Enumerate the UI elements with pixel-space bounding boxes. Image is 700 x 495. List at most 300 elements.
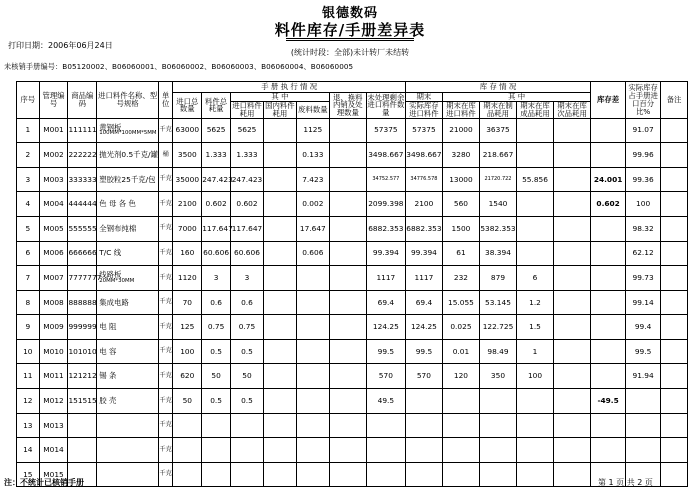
cell-dom-consumed — [263, 389, 296, 414]
cell-stock-diff — [591, 438, 626, 463]
cell-actual-stock — [405, 413, 442, 438]
cell-end-defect — [554, 192, 591, 217]
cell-imp-consumed: 3 — [231, 266, 264, 291]
cell-actual-stock — [405, 462, 442, 487]
material-name-text: 电 容 — [99, 346, 117, 356]
footer-note: 注：不统计已核销手册 — [4, 478, 84, 487]
cell-remark — [661, 192, 688, 217]
cell-seq: 7 — [17, 266, 40, 291]
cell-consumption: 0.75 — [202, 315, 231, 340]
table-row — [17, 290, 688, 315]
cell-unprocessed — [366, 462, 405, 487]
cell-seq: 15 — [17, 462, 40, 487]
cell-dom-consumed — [263, 438, 296, 463]
cell-returned — [329, 290, 366, 315]
report-title: 料件库存/手册差异表 — [274, 21, 426, 39]
cell-end-finished — [517, 241, 554, 266]
cell-end-defect — [554, 241, 591, 266]
cell-unit: 千克 — [158, 413, 172, 438]
cell-dom-consumed — [263, 167, 296, 192]
cell-end-finished — [517, 389, 554, 414]
cell-end-material: 61 — [442, 241, 479, 266]
header-remark: 备注 — [661, 82, 688, 119]
cell-remark — [661, 241, 688, 266]
cell-returned — [329, 389, 366, 414]
cell-remark — [661, 462, 688, 487]
cell-end-defect — [554, 364, 591, 389]
header-material-name: 进口料件名称、型号规格 — [97, 82, 159, 119]
cell-end-finished: 55.856 — [517, 167, 554, 192]
cell-imp-consumed: 0.5 — [231, 339, 264, 364]
cell-dom-consumed — [263, 118, 296, 143]
cell-end-finished: 1.2 — [517, 290, 554, 315]
cell-consumption: 50 — [202, 364, 231, 389]
cell-stock-diff: 24.001 — [591, 167, 626, 192]
table-row — [17, 266, 688, 291]
cell-dom-consumed — [263, 241, 296, 266]
cell-goods-code — [68, 438, 97, 463]
cell-actual-stock: 3498.667 — [405, 143, 442, 168]
cell-pct: 99.4 — [626, 315, 661, 340]
cell-seq: 3 — [17, 167, 40, 192]
table-row — [17, 216, 688, 241]
cell-actual-stock: 99.394 — [405, 241, 442, 266]
cell-consumption: 0.6 — [202, 290, 231, 315]
cell-import-total: 620 — [173, 364, 202, 389]
cell-stock-diff — [591, 315, 626, 340]
cell-pct — [626, 389, 661, 414]
cell-end-finished: 6 — [517, 266, 554, 291]
header-mgmt-no: 管理编号 — [39, 82, 68, 119]
cell-end-material: 560 — [442, 192, 479, 217]
table-row — [17, 364, 688, 389]
cell-unit: 千克 — [158, 290, 172, 315]
cell-material-name — [97, 413, 159, 438]
cell-returned — [329, 241, 366, 266]
cell-returned — [329, 438, 366, 463]
cell-unit: 千克 — [158, 216, 172, 241]
cell-end-wip: 36375 — [479, 118, 516, 143]
cell-goods-code: 333333 — [68, 167, 97, 192]
cell-material-name — [97, 266, 159, 291]
print-date: 打印日期：2006年06月24日 — [8, 41, 113, 50]
cell-unprocessed: 124.25 — [366, 315, 405, 340]
table-body — [17, 118, 688, 487]
material-name-text: 电 阻 — [99, 322, 117, 332]
cell-remark — [661, 290, 688, 315]
material-name-text: 塑胶粒25千克/包 — [99, 174, 156, 184]
cell-import-total: 3500 — [173, 143, 202, 168]
table-header — [17, 82, 688, 119]
cell-pct: 99.73 — [626, 266, 661, 291]
cell-material-name — [97, 339, 159, 364]
cell-material-name — [97, 241, 159, 266]
header-actual-stock: 实际库存进口料件 — [405, 102, 442, 119]
cell-pct: 98.32 — [626, 216, 661, 241]
cell-end-defect — [554, 315, 591, 340]
material-name-text: 色 母 各 色 — [99, 199, 136, 209]
cell-unit: 千克 — [158, 315, 172, 340]
cell-import-total: 125 — [173, 315, 202, 340]
cell-seq: 6 — [17, 241, 40, 266]
cell-pct — [626, 413, 661, 438]
material-name-text: T/C 线 — [99, 248, 122, 258]
cell-dom-consumed — [263, 315, 296, 340]
cell-end-finished — [517, 462, 554, 487]
cell-import-total: 70 — [173, 290, 202, 315]
cell-stock-diff — [591, 266, 626, 291]
cell-imp-consumed: 1.333 — [231, 143, 264, 168]
cell-import-total: 35000 — [173, 167, 202, 192]
cell-end-material: 120 — [442, 364, 479, 389]
cell-remark — [661, 315, 688, 340]
cell-material-name — [97, 315, 159, 340]
cell-unit: 千克 — [158, 364, 172, 389]
cell-unprocessed: 69.4 — [366, 290, 405, 315]
cell-unprocessed: 1117 — [366, 266, 405, 291]
cell-consumption: 0.5 — [202, 389, 231, 414]
cell-imp-consumed: 0.602 — [231, 192, 264, 217]
cell-mgmt-no: M002 — [39, 143, 68, 168]
cell-returned — [329, 192, 366, 217]
cell-stock-diff: -49.5 — [591, 389, 626, 414]
cell-mgmt-no: M004 — [39, 192, 68, 217]
cell-actual-stock — [405, 389, 442, 414]
cell-end-wip — [479, 462, 516, 487]
cell-mgmt-no: M008 — [39, 290, 68, 315]
cell-end-finished — [517, 438, 554, 463]
cell-pct — [626, 438, 661, 463]
table-row — [17, 143, 688, 168]
material-name-text: 黄钢板 — [99, 122, 122, 132]
cell-imp-consumed: 117.647 — [231, 216, 264, 241]
cell-stock-diff — [591, 216, 626, 241]
header-inv-middle: 其 中 — [442, 93, 590, 102]
cell-unprocessed: 99.394 — [366, 241, 405, 266]
cell-end-defect — [554, 266, 591, 291]
cell-end-wip: 350 — [479, 364, 516, 389]
cell-material-name — [97, 167, 159, 192]
material-spec-text: 100MM*100MM*5MM — [99, 130, 157, 137]
cell-goods-code: 888888 — [68, 290, 97, 315]
cell-imp-consumed — [231, 438, 264, 463]
cell-seq: 14 — [17, 438, 40, 463]
cell-mgmt-no: M014 — [39, 438, 68, 463]
cell-pct: 99.14 — [626, 290, 661, 315]
cell-import-total — [173, 413, 202, 438]
cell-import-total: 160 — [173, 241, 202, 266]
cell-material-name — [97, 143, 159, 168]
cell-consumption — [202, 438, 231, 463]
cell-remark — [661, 389, 688, 414]
cell-returned — [329, 143, 366, 168]
table-row — [17, 438, 688, 463]
cell-end-wip — [479, 389, 516, 414]
cell-stock-diff: 0.602 — [591, 192, 626, 217]
cell-returned — [329, 266, 366, 291]
header-goods-code: 商品编码 — [68, 82, 97, 119]
cell-end-material: 13000 — [442, 167, 479, 192]
cell-material-name — [97, 364, 159, 389]
title-underline — [286, 38, 414, 39]
cell-unit: 千克 — [158, 462, 172, 487]
cell-seq: 10 — [17, 339, 40, 364]
cell-material-name — [97, 290, 159, 315]
table-row — [17, 413, 688, 438]
cell-goods-code: 555555 — [68, 216, 97, 241]
cell-goods-code: 101010 — [68, 339, 97, 364]
cell-end-material — [442, 413, 479, 438]
cell-seq: 4 — [17, 192, 40, 217]
cell-returned — [329, 413, 366, 438]
cell-scrap-qty: 0.002 — [296, 192, 329, 217]
cell-actual-stock: 69.4 — [405, 290, 442, 315]
cell-imp-consumed: 0.5 — [231, 389, 264, 414]
table-row — [17, 389, 688, 414]
cell-material-name — [97, 216, 159, 241]
cell-end-defect — [554, 438, 591, 463]
cell-remark — [661, 118, 688, 143]
cell-mgmt-no: M015 — [39, 462, 68, 487]
cell-imp-consumed: 60.606 — [231, 241, 264, 266]
cell-actual-stock: 1117 — [405, 266, 442, 291]
cell-remark — [661, 167, 688, 192]
cell-end-material — [442, 462, 479, 487]
cell-unprocessed — [366, 438, 405, 463]
table-row — [17, 315, 688, 340]
cell-dom-consumed — [263, 339, 296, 364]
cell-unit: 千克 — [158, 389, 172, 414]
cell-end-defect — [554, 167, 591, 192]
cell-material-name — [97, 192, 159, 217]
cell-returned — [329, 216, 366, 241]
cell-goods-code: 666666 — [68, 241, 97, 266]
cell-unit: 桶 — [158, 143, 172, 168]
cell-stock-diff — [591, 143, 626, 168]
cell-stock-diff — [591, 290, 626, 315]
cell-scrap-qty: 17.647 — [296, 216, 329, 241]
cell-remark — [661, 413, 688, 438]
cell-import-total: 2100 — [173, 192, 202, 217]
cell-scrap-qty — [296, 389, 329, 414]
cell-end-finished — [517, 413, 554, 438]
cell-end-wip — [479, 438, 516, 463]
cell-mgmt-no: M010 — [39, 339, 68, 364]
header-stock-diff: 库存差 — [591, 82, 626, 119]
cell-end-wip: 5382.353 — [479, 216, 516, 241]
cell-imp-consumed: 0.75 — [231, 315, 264, 340]
header-end-wip: 期末在制品耗用 — [479, 102, 516, 119]
page-indicator: 第 1 页 共 2 页 — [598, 478, 653, 487]
cell-actual-stock: 99.5 — [405, 339, 442, 364]
material-name-text: 线路板 — [99, 270, 122, 280]
cell-imp-consumed: 5625 — [231, 118, 264, 143]
cell-dom-consumed — [263, 192, 296, 217]
cell-goods-code: 444444 — [68, 192, 97, 217]
handbook-numbers: 未核销手册编号：B05120002、B06060001、B06060002、B06060003、B06060004、B06060005 — [4, 62, 354, 71]
cell-remark — [661, 216, 688, 241]
cell-seq: 13 — [17, 413, 40, 438]
cell-consumption: 247.423 — [202, 167, 231, 192]
cell-stock-diff — [591, 118, 626, 143]
cell-end-wip: 122.725 — [479, 315, 516, 340]
header-returned: 退、换料内销及处理数量 — [329, 93, 366, 119]
cell-unprocessed: 2099.398 — [366, 192, 405, 217]
cell-unit: 千克 — [158, 241, 172, 266]
table-row — [17, 167, 688, 192]
cell-goods-code: 111111 — [68, 118, 97, 143]
cell-unprocessed: 34752.577 — [366, 167, 405, 192]
cell-end-defect — [554, 118, 591, 143]
cell-end-defect — [554, 339, 591, 364]
cell-scrap-qty: 0.606 — [296, 241, 329, 266]
cell-import-total: 100 — [173, 339, 202, 364]
cell-consumption: 117.647 — [202, 216, 231, 241]
cell-seq: 12 — [17, 389, 40, 414]
cell-end-defect — [554, 462, 591, 487]
cell-scrap-qty — [296, 315, 329, 340]
cell-end-wip: 21720.722 — [479, 167, 516, 192]
cell-stock-diff — [591, 241, 626, 266]
header-seq: 序号 — [17, 82, 40, 119]
cell-mgmt-no: M001 — [39, 118, 68, 143]
cell-unprocessed — [366, 413, 405, 438]
cell-end-material: 0.025 — [442, 315, 479, 340]
cell-unit: 千克 — [158, 339, 172, 364]
header-end-finished: 期末在库成品耗用 — [517, 102, 554, 119]
header-unprocessed: 未处理剩余进口料件数量 — [367, 92, 405, 118]
cell-unit: 千克 — [158, 167, 172, 192]
cell-unprocessed: 570 — [366, 364, 405, 389]
cell-unit: 千克 — [158, 438, 172, 463]
cell-import-total: 63000 — [173, 118, 202, 143]
cell-end-material: 15.055 — [442, 290, 479, 315]
cell-seq: 2 — [17, 143, 40, 168]
cell-mgmt-no: M007 — [39, 266, 68, 291]
table-row — [17, 192, 688, 217]
cell-consumption: 0.602 — [202, 192, 231, 217]
header-inventory-group: 库 存 情 况 — [405, 82, 590, 93]
cell-imp-consumed — [231, 413, 264, 438]
header-end-defect: 期末在库次品耗用 — [554, 102, 591, 119]
cell-end-finished — [517, 216, 554, 241]
cell-import-total: 50 — [173, 389, 202, 414]
inventory-difference-table — [16, 81, 688, 487]
cell-end-defect — [554, 389, 591, 414]
cell-goods-code: 151515 — [68, 389, 97, 414]
cell-seq: 9 — [17, 315, 40, 340]
material-name-text: 锡 条 — [99, 371, 117, 381]
cell-consumption: 0.5 — [202, 339, 231, 364]
cell-pct: 99.96 — [626, 143, 661, 168]
cell-import-total — [173, 462, 202, 487]
cell-end-finished: 100 — [517, 364, 554, 389]
cell-material-name — [97, 389, 159, 414]
header-middle: 其 中 — [231, 93, 330, 102]
cell-remark — [661, 438, 688, 463]
cell-returned — [329, 339, 366, 364]
header-unit: 单位 — [158, 82, 172, 119]
cell-scrap-qty — [296, 339, 329, 364]
cell-remark — [661, 143, 688, 168]
cell-stock-diff — [591, 413, 626, 438]
cell-scrap-qty — [296, 266, 329, 291]
cell-scrap-qty: 1125 — [296, 118, 329, 143]
cell-scrap-qty: 7.423 — [296, 167, 329, 192]
cell-goods-code: 999999 — [68, 315, 97, 340]
cell-seq: 8 — [17, 290, 40, 315]
header-dom-consumed: 国内料件耗用 — [265, 101, 295, 118]
cell-unprocessed: 99.5 — [366, 339, 405, 364]
cell-pct: 91.07 — [626, 118, 661, 143]
cell-material-name — [97, 438, 159, 463]
cell-consumption — [202, 462, 231, 487]
cell-returned — [329, 364, 366, 389]
cell-end-wip: 218.667 — [479, 143, 516, 168]
cell-pct: 91.94 — [626, 364, 661, 389]
cell-import-total — [173, 438, 202, 463]
cell-dom-consumed — [263, 413, 296, 438]
cell-unprocessed: 6882.353 — [366, 216, 405, 241]
cell-dom-consumed — [263, 266, 296, 291]
cell-end-wip — [479, 413, 516, 438]
cell-scrap-qty — [296, 290, 329, 315]
cell-unprocessed: 49.5 — [366, 389, 405, 414]
material-name-text: 集成电路 — [99, 297, 129, 307]
cell-consumption: 3 — [202, 266, 231, 291]
cell-material-name — [97, 462, 159, 487]
cell-pct: 62.12 — [626, 241, 661, 266]
cell-end-defect — [554, 216, 591, 241]
cell-unprocessed: 3498.667 — [366, 143, 405, 168]
cell-remark — [661, 266, 688, 291]
cell-unit: 千克 — [158, 266, 172, 291]
cell-end-wip: 53.145 — [479, 290, 516, 315]
cell-scrap-qty — [296, 413, 329, 438]
cell-material-name — [97, 118, 159, 143]
cell-import-total: 1120 — [173, 266, 202, 291]
cell-actual-stock: 57375 — [405, 118, 442, 143]
cell-scrap-qty — [296, 364, 329, 389]
table-row — [17, 339, 688, 364]
cell-end-material: 1500 — [442, 216, 479, 241]
cell-end-wip: 879 — [479, 266, 516, 291]
cell-dom-consumed — [263, 290, 296, 315]
material-name-text: 胶 壳 — [99, 395, 117, 405]
cell-dom-consumed — [263, 143, 296, 168]
cell-imp-consumed: 0.6 — [231, 290, 264, 315]
cell-goods-code: 7777777 — [68, 266, 97, 291]
header-imp-consumed: 进口料件耗用 — [232, 101, 262, 118]
cell-seq: 11 — [17, 364, 40, 389]
material-spec-text: 20MM*30MM — [99, 277, 135, 284]
cell-consumption: 60.606 — [202, 241, 231, 266]
cell-scrap-qty — [296, 462, 329, 487]
cell-end-material — [442, 389, 479, 414]
cell-end-material: 3280 — [442, 143, 479, 168]
cell-mgmt-no: M006 — [39, 241, 68, 266]
cell-imp-consumed: 247.423 — [231, 167, 264, 192]
cell-stock-diff — [591, 339, 626, 364]
cell-end-finished — [517, 143, 554, 168]
cell-end-material: 21000 — [442, 118, 479, 143]
cell-consumption: 5625 — [202, 118, 231, 143]
cell-returned — [329, 462, 366, 487]
report-subtitle: (统计时段：全部)未计转厂未结转 — [290, 48, 410, 57]
cell-pct: 99.5 — [626, 339, 661, 364]
material-name-text: 全钢布纯棉 — [99, 223, 137, 233]
table-row — [17, 462, 688, 487]
